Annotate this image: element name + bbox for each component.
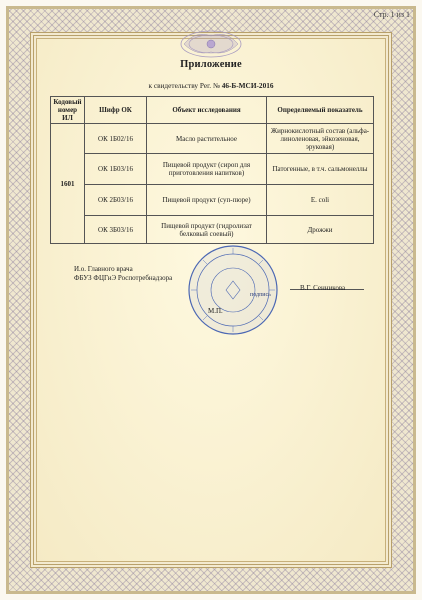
signatory-organization: ФБУЗ ФЦГиЭ Роспотребнадзора: [74, 274, 173, 282]
table-row: [51, 216, 374, 244]
object-cell: Пищевой продукт (гидролизат белковый соевый): [147, 216, 267, 244]
document-title: Приложение: [180, 59, 242, 70]
object-cell: Масло растительное: [147, 124, 267, 154]
header-object: Объект исследования: [147, 97, 267, 124]
official-stamp-icon: [186, 243, 280, 337]
subtitle-prefix: к свидетельству Рег. №: [148, 81, 220, 90]
document-subtitle: [0, 81, 422, 90]
signature-label: подпись: [250, 292, 271, 298]
lab-code-cell: 1601: [51, 124, 85, 244]
cipher-cell: ОК 1Б02/16: [85, 124, 147, 154]
header-code: Кодовый номер ИЛ: [51, 97, 85, 124]
indicator-cell: E. coli: [267, 185, 374, 216]
object-cell: Пищевой продукт (суп-пюре): [147, 185, 267, 216]
table-row: [51, 124, 374, 154]
cipher-cell: ОК 2Б03/16: [85, 185, 147, 216]
seal-placeholder-label: М.П.: [208, 307, 223, 315]
registration-number: 46-Б-МСИ-2016: [221, 81, 274, 90]
cipher-cell: ОК 1Б03/16: [85, 154, 147, 185]
ornament-emblem-icon: [176, 26, 246, 60]
table-header-row: [51, 97, 374, 124]
signatory-name: В.Г. Сенникова: [300, 284, 346, 292]
page-number: Стр. 1 из 1: [373, 10, 410, 19]
table-row: [51, 185, 374, 216]
results-table: [50, 96, 374, 244]
header-cipher: Шифр ОК: [85, 97, 147, 124]
indicator-cell: Жирнокислотный состав (альфа-линоленовая, эйкозеновая, эруковая): [267, 124, 374, 154]
signatory-position: И.о. Главного врача: [74, 265, 133, 273]
indicator-cell: Дрожжи: [267, 216, 374, 244]
table-row: [51, 154, 374, 185]
header-indicator: Определяемый показатель: [267, 97, 374, 124]
cipher-cell: ОК 3Б03/16: [85, 216, 147, 244]
indicator-cell: Патогенные, в т.ч. сальмонеллы: [267, 154, 374, 185]
object-cell: Пищевой продукт (сироп для приготовления напитков): [147, 154, 267, 185]
